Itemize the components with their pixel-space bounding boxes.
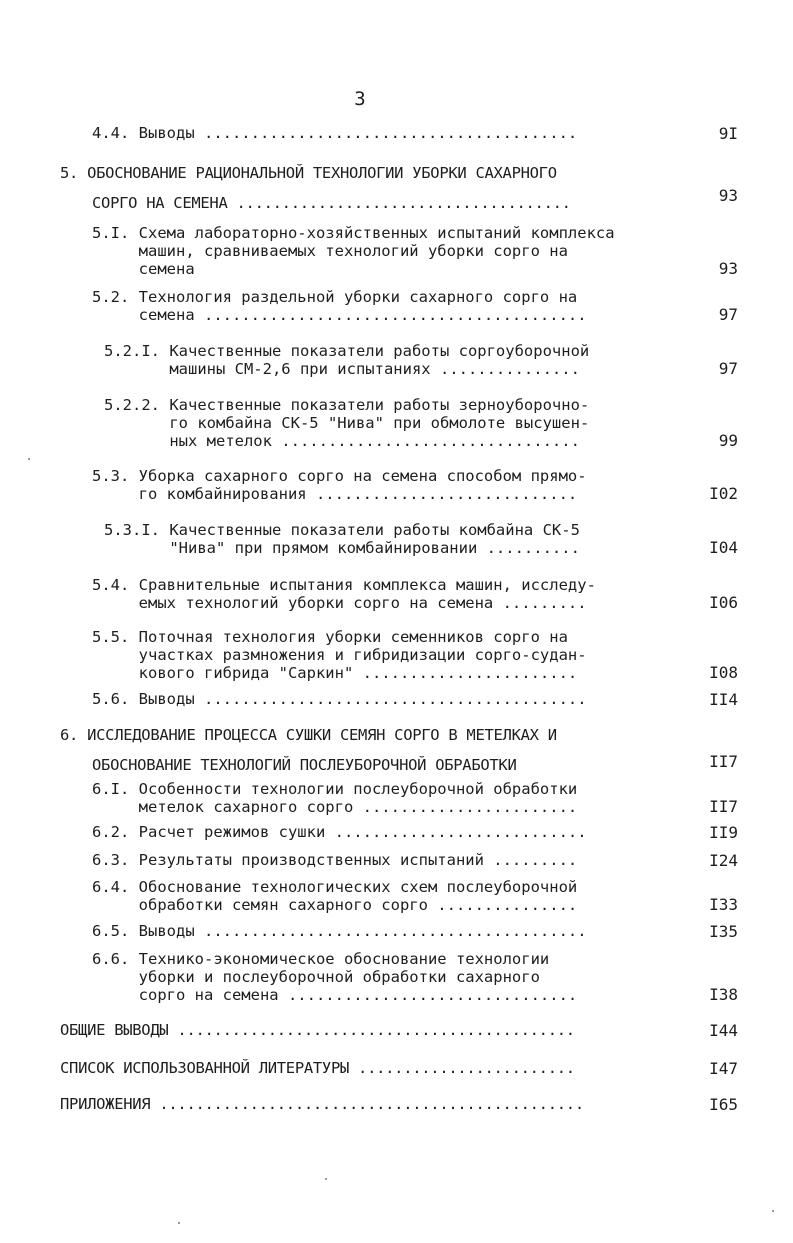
entry-line: ОБОСНОВАНИЕ ТЕХНОЛОГИЙ ПОСЛЕУБОРОЧНОЙ ОБРАБОТКИ	[92, 756, 517, 774]
toc-entry-5-6[interactable]	[92, 690, 672, 708]
entry-line: 4.4. Выводы ........................................	[92, 124, 578, 142]
entry-line: 6.2. Расчет режимов сушки ...........................	[92, 823, 587, 841]
entry-line: машины СМ-2,6 при испытаниях ...............	[104, 360, 580, 378]
toc-page-ref: I02	[709, 484, 738, 503]
toc-page-ref: I24	[709, 851, 738, 870]
toc-entry-6-5[interactable]	[92, 922, 668, 940]
entry-line: 5.2.I. Качественные показатели работы соргоуборочной	[104, 342, 590, 360]
toc-page-ref: I08	[709, 663, 738, 682]
entry-line: 5.I. Схема лабораторно-хозяйственных испытаний комплекса	[92, 224, 615, 242]
entry-line: метелок сахарного сорго .......................	[92, 798, 578, 816]
toc-entry-6[interactable]	[60, 720, 680, 780]
entry-line: СОРГО НА СЕМЕНА .....................................	[92, 194, 571, 212]
toc-page-ref: 93	[718, 186, 738, 205]
entry-line: семена	[92, 260, 195, 278]
entry-line: 5.6. Выводы .........................................	[92, 690, 587, 708]
toc-page-ref: I35	[709, 922, 738, 941]
entry-line: ных метелок ................................	[104, 432, 580, 450]
entry-line: обработки семян сахарного сорго ...............	[92, 896, 578, 914]
toc-entry-5-2-1[interactable]	[104, 342, 674, 378]
toc-page-ref: I65	[709, 1095, 738, 1114]
entry-line: 6.I. Особенности технологии послеуборочной обработки	[92, 780, 578, 798]
entry-line: 5.3.I. Качественные показатели работы комбайна СК-5	[104, 521, 580, 539]
scan-speck	[325, 1178, 327, 1180]
toc-page-ref: I06	[709, 593, 738, 612]
toc-entry-5-5[interactable]	[92, 628, 682, 682]
toc-page-ref: II9	[709, 823, 738, 842]
entry-line: 6. ИССЛЕДОВАНИЕ ПРОЦЕССА СУШКИ СЕМЯН СОРГО В МЕТЕЛКАХ И	[60, 726, 557, 744]
toc-entry-5-1[interactable]	[92, 224, 712, 278]
entry-line: машин, сравниваемых технологий уборки сорго на	[92, 242, 568, 260]
entry-line: семена .........................................	[92, 306, 587, 324]
toc-entry-5-2-2[interactable]	[104, 396, 674, 450]
toc-page-ref: I33	[709, 895, 738, 914]
toc-entry-general-conclusions[interactable]	[60, 1021, 670, 1039]
page-number: 3	[354, 88, 366, 110]
entry-line: уборки и послеуборочной обработки сахарного	[92, 968, 540, 986]
entry-line: 5.5. Поточная технология уборки семенников сорго на	[92, 628, 568, 646]
toc-entry-5-4[interactable]	[92, 576, 692, 612]
scan-speck	[178, 1222, 180, 1224]
toc-page-ref: I38	[709, 985, 738, 1004]
toc-entry-5-3-1[interactable]	[104, 521, 674, 557]
toc-page-ref: 93	[718, 259, 738, 278]
entry-line: го комбайна СК-5 "Нива" при обмолоте высушен-	[104, 414, 590, 432]
toc-entry-6-6[interactable]	[92, 950, 672, 1004]
toc-page-ref: II7	[709, 797, 738, 816]
entry-line: 5.2. Технология раздельной уборки сахарного сорго на	[92, 288, 578, 306]
toc-entry-6-3[interactable]	[92, 851, 668, 869]
toc-page-ref: 99	[718, 431, 738, 450]
entry-line: 5.2.2. Качественные показатели работы зерноуборочно-	[104, 396, 590, 414]
toc-entry-6-2[interactable]	[92, 823, 668, 841]
toc-page-ref: I44	[709, 1021, 738, 1040]
toc-entry-4-4[interactable]	[92, 124, 668, 142]
entry-line: 6.5. Выводы .........................................	[92, 922, 587, 940]
entry-line: 6.3. Результаты производственных испытаний .........	[92, 851, 578, 869]
toc-entry-5-2[interactable]	[92, 288, 672, 324]
toc-entry-5-3[interactable]	[92, 467, 672, 503]
toc-page-ref: 97	[718, 305, 738, 324]
toc-page-ref: 97	[718, 359, 738, 378]
entry-line: 5.4. Сравнительные испытания комплекса машин, исследу-	[92, 576, 596, 594]
scan-speck	[28, 458, 30, 460]
entry-line: ОБЩИЕ ВЫВОДЫ ............................................	[60, 1021, 575, 1039]
entry-line: 5. ОБОСНОВАНИЕ РАЦИОНАЛЬНОЙ ТЕХНОЛОГИИ УБОРКИ САХАРНОГО	[60, 164, 557, 182]
entry-line: сорго на семена ...............................	[92, 986, 578, 1004]
entry-line: 5.3. Уборка сахарного сорго на семена способом прямо-	[92, 467, 587, 485]
toc-entry-appendices[interactable]	[60, 1095, 670, 1113]
entry-line: 6.4. Обоснование технологических схем послеуборочной	[92, 878, 578, 896]
entry-line: "Нива" при прямом комбайнировании ..........	[104, 539, 580, 557]
toc-page-ref: 9I	[718, 124, 738, 143]
entry-line: СПИСОК ИСПОЛЬЗОВАННОЙ ЛИТЕРАТУРЫ ........................	[60, 1059, 575, 1077]
toc-page-ref: II4	[709, 690, 738, 709]
toc-entry-5[interactable]	[60, 158, 670, 218]
entry-line: 6.6. Технико-экономическое обоснование технологии	[92, 950, 550, 968]
toc-page-ref: I47	[709, 1059, 738, 1078]
toc-page-ref: II7	[709, 752, 738, 771]
scan-speck	[772, 1210, 774, 1212]
entry-line: кового гибрида "Саркин" .......................	[92, 664, 578, 682]
toc-entry-references[interactable]	[60, 1059, 670, 1077]
entry-line: ПРИЛОЖЕНИЯ ...............................................	[60, 1095, 584, 1113]
toc-entry-6-4[interactable]	[92, 878, 682, 914]
entry-line: го комбайнирования ............................	[92, 485, 578, 503]
toc-page-ref: I04	[709, 538, 738, 557]
entry-line: участках размножения и гибридизации сорго-судан-	[92, 646, 587, 664]
entry-line: емых технологий уборки сорго на семена .........	[92, 594, 587, 612]
toc-entry-6-1[interactable]	[92, 780, 672, 816]
